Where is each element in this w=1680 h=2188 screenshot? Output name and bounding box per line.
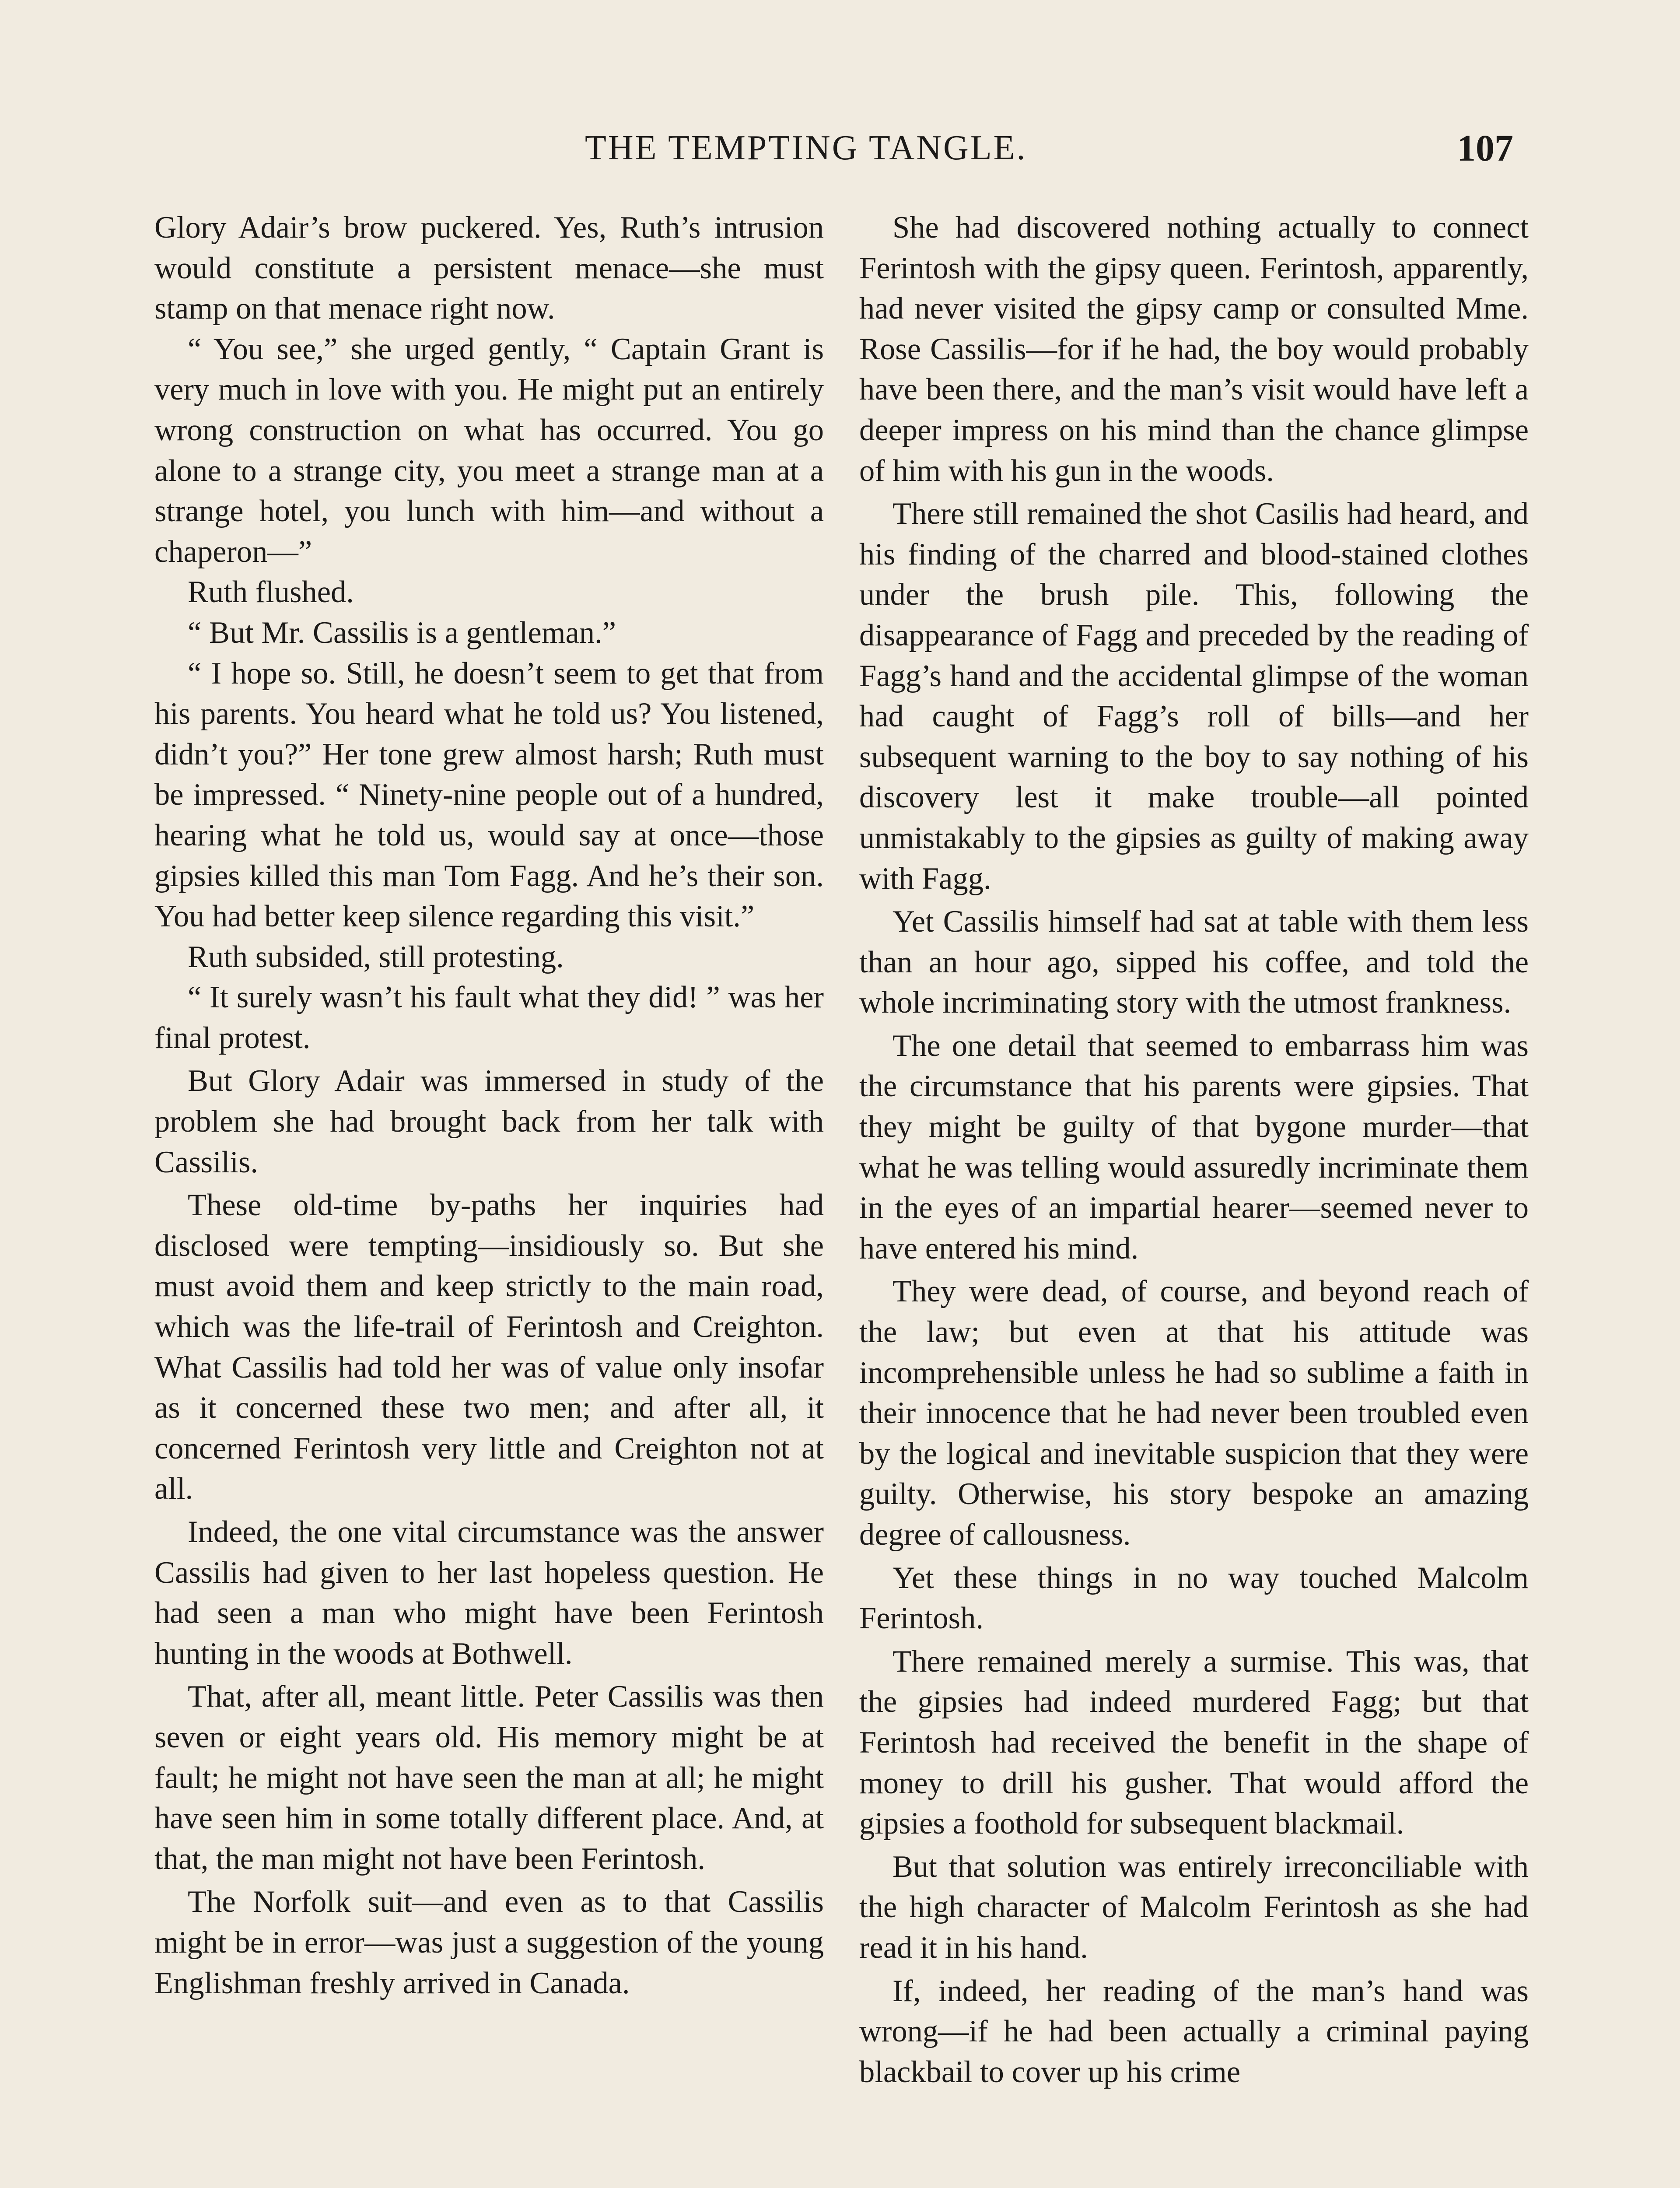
paragraph: Indeed, the one vital circumstance was the answer Cassilis had given to her last hopeless question. He had seen a man who might have been Ferintosh hunting in the woods at Bothwell. — [154, 1515, 824, 1671]
paragraph: They were dead, of course, and beyond reach of the law; but even at that his attitude was incomprehensible unless he had so sublime a faith in their innocence that he had never been troubled even by the logical and inevitable suspicion that they were guilty. Otherwise, his story bespoke an amazing degree of callousness. — [859, 1274, 1529, 1552]
paragraph: That, after all, meant little. Peter Cassilis was then seven or eight years old. His memory might be at fault; he might not have seen the man at all; he might have seen him in some totally different place. And, at that, the man might not have been Ferintosh. — [154, 1680, 824, 1876]
running-title: THE TEMPTING TANGLE. — [585, 129, 1027, 167]
paragraph: “ It surely wasn’t his fault what they did! ” was her final protest. — [154, 980, 824, 1055]
paragraph: The Norfolk suit—and even as to that Cassilis might be in error—was just a suggestion of the young Englishman freshly arrived in Canada. — [154, 1885, 824, 2000]
paragraph: But Glory Adair was immersed in study of the problem she had brought back from her talk with Cassilis. — [154, 1064, 824, 1179]
right-column — [859, 207, 1529, 2092]
paragraph: There remained merely a surmise. This was, that the gipsies had indeed murdered Fagg; but that Ferintosh had received the benefit in the shape of money to drill his gusher. That would afford the gipsies a foothold for subsequent blackmail. — [859, 1644, 1529, 1841]
paragraph: “ But Mr. Cassilis is a gentleman.” — [188, 615, 616, 650]
paragraph: These old-time by-paths her inquiries had disclosed were tempting—insidiously so. But she must avoid them and keep strictly to the main road, which was the life-trail of Ferintosh and Creighton. What Cassilis had told her was of value only insofar as it concerned these two men; and after all, it concerned Ferintosh very little and Creighton not at all. — [154, 1188, 824, 1506]
page-number: 107 — [1457, 127, 1513, 169]
paragraph: Yet these things in no way touched Malcolm Ferintosh. — [859, 1560, 1529, 1636]
paragraph: But that solution was entirely irreconciliable with the high character of Malcolm Ferintosh as she had read it in his hand. — [859, 1849, 1529, 1965]
paragraph: Glory Adair’s brow puckered. Yes, Ruth’s intrusion would constitute a persistent menace—she must stamp on that menace right now. — [154, 210, 824, 326]
paragraph: Ruth subsided, still protesting. — [188, 940, 564, 974]
paragraph: If, indeed, her reading of the man’s hand was wrong—if he had been actually a criminal paying blackbail to cover up his crime — [859, 1974, 1529, 2089]
paragraph: She had discovered nothing actually to connect Ferintosh with the gipsy queen. Ferintosh, apparently, had never visited the gipsy camp or consulted Mme. Rose Cassilis—for if he had, the boy would probably have been there, and the man’s visit would have left a deeper impress on his mind than the chance glimpse of him with his gun in the woods. — [859, 210, 1529, 488]
paragraph: The one detail that seemed to embarrass him was the circumstance that his parents were gipsies. That they might be guilty of that bygone murder—that what he was telling would assuredly incriminate them in the eyes of an impartial hearer—seemed never to have entered his mind. — [859, 1028, 1529, 1266]
paragraph: There still remained the shot Casilis had heard, and his finding of the charred and blood-stained clothes under the brush pile. This, following the disappearance of Fagg and preceded by the reading of Fagg’s hand and the accidental glimpse of the woman had caught of Fagg’s roll of bills—and her subsequent warning to the boy to say nothing of his discovery lest it make trouble—all pointed unmistakably to the gipsies as guilty of making away with Fagg. — [859, 497, 1529, 896]
paragraph: “ I hope so. Still, he doesn’t seem to get that from his parents. You heard what he told us? You listened, didn’t you?” Her tone grew almost harsh; Ruth must be impressed. “ Ninety-nine people out of a hundred, hearing what he told us, would say at once—those gipsies killed this man Tom Fagg. And he’s their son. You had better keep silence regarding this visit.” — [154, 656, 824, 934]
paragraph: Yet Cassilis himself had sat at table with them less than an hour ago, sipped his coffee, and told the whole incriminating story with the utmost frankness. — [859, 905, 1529, 1020]
running-head — [0, 122, 1680, 174]
left-column — [154, 207, 824, 2003]
paragraph: Ruth flushed. — [188, 575, 354, 610]
paragraph: “ You see,” she urged gently, “ Captain Grant is very much in love with you. He might put an entirely wrong construction on what has occurred. You go alone to a strange city, you meet a strange man at a strange hotel, you lunch with him—and without a chaperon—” — [154, 332, 824, 569]
